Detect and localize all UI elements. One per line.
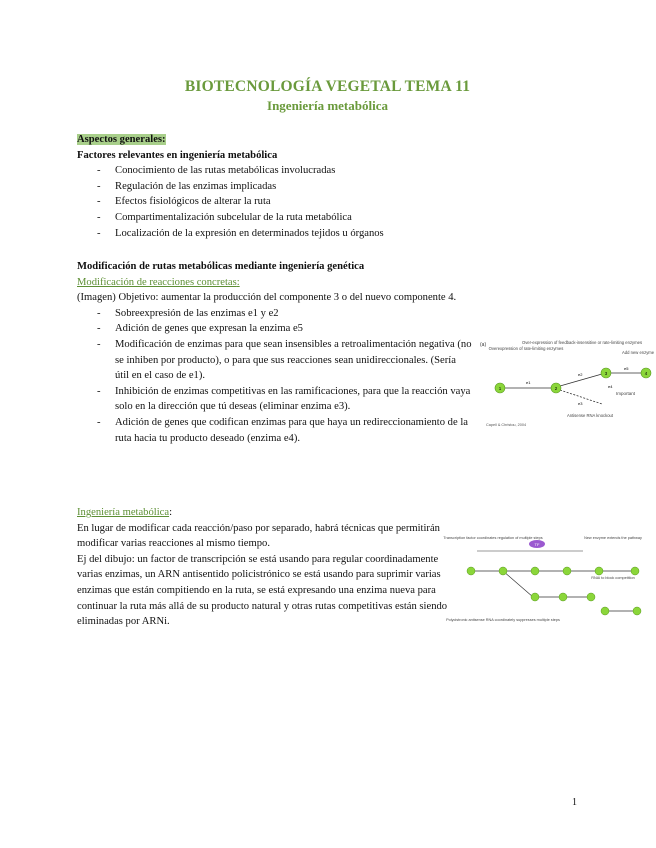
enzyme-label: e3 xyxy=(578,401,583,406)
paragraph: En lugar de modificar cada reacción/paso por separado, habrá técnicas que permitirán modificar varias reacciones al mismo tiempo. xyxy=(77,522,440,550)
subsection-heading-colon: : xyxy=(236,276,240,288)
list-item: - Localización de la expresión en determinados tejidos u órganos xyxy=(77,226,477,242)
list-item: - Inhibición de enzimas competitivas en las ramificaciones, para que la reacción vaya solo en la dirección que tú deseas (eliminar enzima e3). xyxy=(77,384,472,415)
subsection-heading: Ingeniería metabólica xyxy=(77,507,170,518)
pathway-node xyxy=(467,567,475,575)
label-antisense: Polycistronic antisense RNA coordinately suppresses multiple steps xyxy=(446,618,560,622)
section-genetic-engineering xyxy=(77,259,512,446)
section-highlight: Aspectos generales: xyxy=(77,134,166,145)
document-subtitle: Ingeniería metabólica xyxy=(267,98,388,113)
label-feedback: Over-expression of feedback-insensitive or rate-limiting enzymes xyxy=(521,340,643,345)
list-item: - Modificación de enzimas para que sean insensibles a retroalimentación negativa (no se inhiben por producto), o para que sus reacciones sean unidireccionales. (Sería útil en el caso de e1). xyxy=(77,337,472,384)
tf-label: TF xyxy=(534,542,540,547)
document-title: BIOTECNOLOGÍA VEGETAL TEMA 11 xyxy=(184,78,471,95)
list-item: - Regulación de las enzimas implicadas xyxy=(77,179,477,195)
label-important: Important xyxy=(616,391,636,396)
pathway-arrow xyxy=(503,571,533,597)
enzyme-label: e2 xyxy=(578,372,583,377)
node-label: 1 xyxy=(498,386,502,391)
section-heading: Factores relevantes en ingeniería metabólica xyxy=(77,149,278,161)
intro-text: (Imagen) Objetivo: aumentar la producción del componente 3 o del nuevo componente 4. xyxy=(77,292,457,304)
metabolic-engineering-figure xyxy=(443,531,653,631)
modifications-list xyxy=(77,306,472,446)
pathway-node xyxy=(531,593,539,601)
pathway-node xyxy=(601,607,609,615)
list-item: - Efectos fisiológicos de alterar la ruta xyxy=(77,194,477,210)
pathway-node xyxy=(631,567,639,575)
list-item: - Sobreexpresión de las enzimas e1 y e2 xyxy=(77,306,472,322)
pathway-node xyxy=(559,593,567,601)
figure-caption: Capell & Christou, 2004 xyxy=(486,423,527,427)
label-antisense: Antisense RNA knockout xyxy=(566,413,614,418)
subsection-heading: Modificación de reacciones concretas xyxy=(77,276,237,288)
label-new-enzyme: New enzyme extends the pathway xyxy=(584,536,642,540)
section-heading: Modificación de rutas metabólicas mediante ingeniería genética xyxy=(77,261,365,272)
label-rnai: RNAi to block competition xyxy=(591,576,635,580)
enzyme-label: e5 xyxy=(624,366,629,371)
pathway-node xyxy=(587,593,595,601)
pathway-node xyxy=(531,567,539,575)
pathway-figure xyxy=(478,336,656,428)
list-item: - Compartimentalización subcelular de la ruta metabólica xyxy=(77,210,477,226)
list-item: - Conocimiento de las rutas metabólicas involucradas xyxy=(77,163,477,179)
enzyme-label: e1 xyxy=(526,380,531,385)
section-general xyxy=(77,132,477,241)
label-tf: Transcription factor coordinates regulation of multiple steps xyxy=(443,536,543,540)
node-label: 2 xyxy=(554,386,558,391)
pathway-node xyxy=(563,567,571,575)
list-item: - Adición de genes que codifican enzimas para que haya un redireccionamiento de la ruta hacia tu producto deseado (enzima e4). xyxy=(77,415,472,446)
page-number: 1 xyxy=(572,797,577,808)
node-label: 4 xyxy=(644,371,648,376)
node-label: 3 xyxy=(604,371,608,376)
label-new-enzyme: Add new enzyme xyxy=(622,350,655,355)
paragraph: Ej del dibujo: un factor de transcripción se está usando para regular coordinadamente varias enzimas, un ARN antisentido policistrónico se está usando para suprimir varias enzimas que están compitiendo en la ruta, se está expresando una enzima nueva para continuar la ruta más allá de su producto natural y otras rutas competitivas están siendo eliminadas por ARNi. xyxy=(77,553,448,628)
factors-list xyxy=(77,163,477,241)
pathway-node xyxy=(499,567,507,575)
pathway-node xyxy=(595,567,603,575)
enzyme-label: e4 xyxy=(608,384,613,389)
pathway-node xyxy=(633,607,641,615)
list-item: - Adición de genes que expresan la enzima e5 xyxy=(77,321,472,337)
subsection-heading-colon: : xyxy=(169,507,173,518)
label-overexpress: Overexpression of rate-limiting enzymes xyxy=(488,346,564,351)
panel-label: (a) xyxy=(480,342,487,348)
section-metabolic-engineering xyxy=(77,505,457,630)
